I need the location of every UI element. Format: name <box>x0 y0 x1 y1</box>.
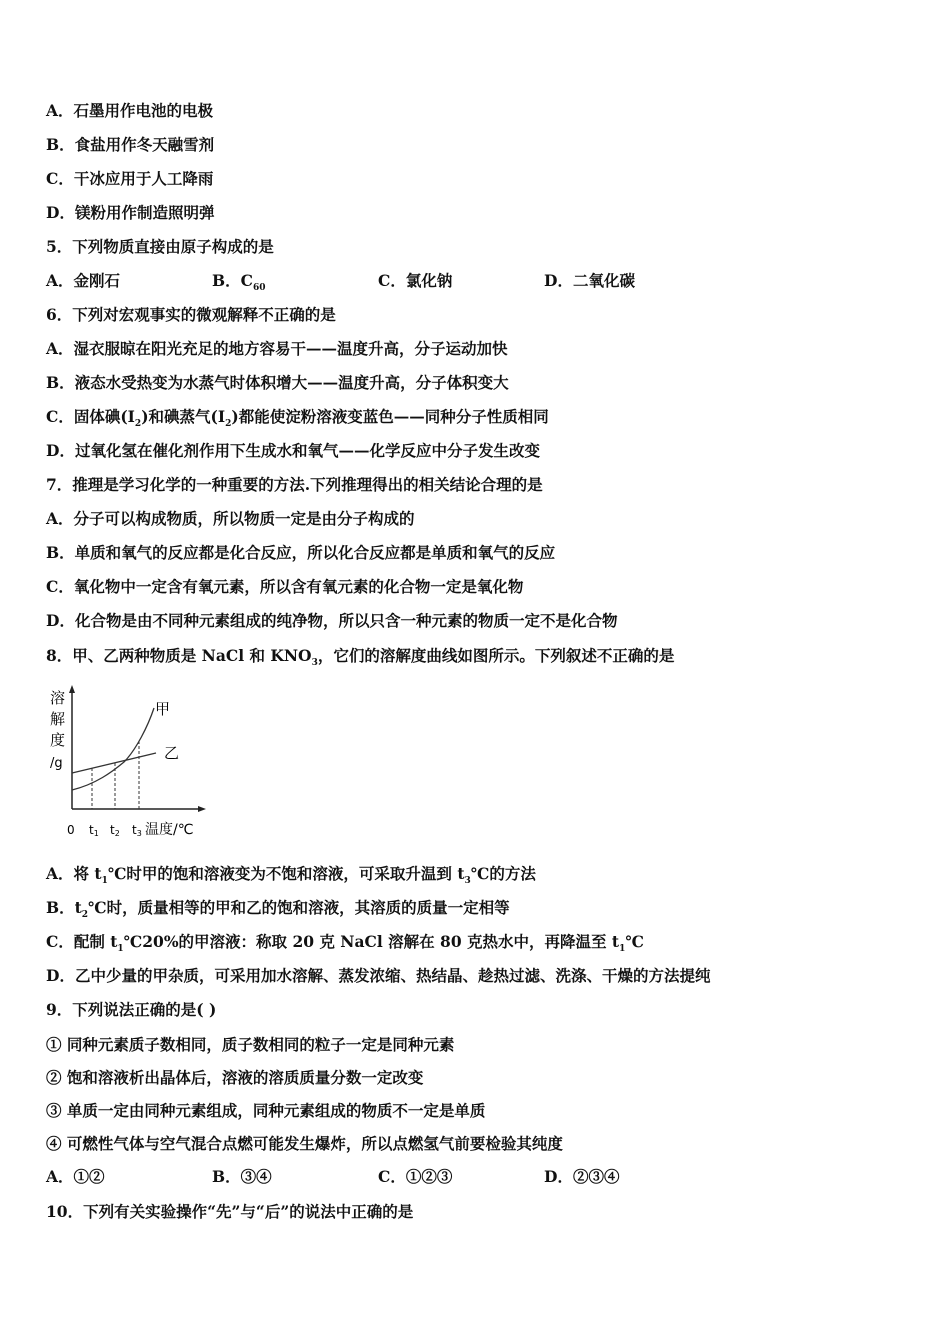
question-stem: 9．下列说法正确的是( ) <box>46 1000 217 1019</box>
question-stem: 10．下列有关实验操作“先”与“后”的说法中正确的是 <box>46 1202 414 1221</box>
y-axis-arrow-icon <box>69 685 75 693</box>
question-stem: 7．推理是学习化学的一种重要的方法.下列推理得出的相关结论合理的是 <box>46 475 543 494</box>
option-line: A．将 $t_1℃$时甲的饱和溶液变为不饱和溶液，可采取升温到 $t_3℃$的方法 <box>46 864 536 887</box>
curve-label-jia: 甲 <box>155 700 171 718</box>
option-line: B．$t_2℃$时，质量相等的甲和乙的饱和溶液，其溶质的质量一定相等 <box>46 898 510 921</box>
question-stem: 8．甲、乙两种物质是 NaCl 和 $KNO_3$，它们的溶解度曲线如图所示。下列叙述不正确的是 <box>46 646 675 669</box>
option-line: D．化合物是由不同种元素组成的纯净物，所以只含一种元素的物质一定不是化合物 <box>46 611 618 630</box>
question-stem: 5．下列物质直接由原子构成的是 <box>46 237 274 256</box>
curve-jia <box>72 708 154 790</box>
q9-option-c: C．①②③ <box>378 1167 453 1186</box>
q9-option-d: D．②③④ <box>544 1167 620 1186</box>
y-axis-label: 溶 <box>50 689 66 707</box>
x-axis-label: 温度/℃ <box>145 822 194 838</box>
q9-option-a: A．①② <box>46 1167 105 1186</box>
y-axis-label: 解 <box>50 710 66 728</box>
tick-t2: t2 <box>110 823 120 838</box>
solubility-graph <box>44 684 214 842</box>
q5-option-a: A．金刚石 <box>46 271 121 290</box>
x-axis-arrow-icon <box>198 806 206 812</box>
option-line: D．镁粉用作制造照明弹 <box>46 203 215 222</box>
option-line: C．氧化物中一定含有氧元素，所以含有氧元素的化合物一定是氧化物 <box>46 577 524 596</box>
statement-line: ④ 可燃性气体与空气混合点燃可能发生爆炸，所以点燃氢气前要检验其纯度 <box>46 1134 563 1153</box>
q5-option-d: D．二氧化碳 <box>544 271 635 290</box>
statement-line: ② 饱和溶液析出晶体后，溶液的溶质质量分数一定改变 <box>46 1068 424 1087</box>
tick-t3: t3 <box>132 823 142 838</box>
origin-label: 0 <box>67 823 75 837</box>
y-axis-label: /g <box>50 756 63 771</box>
q5-options <box>46 271 710 298</box>
q5-option-b: B．$C_{60}$ <box>212 271 266 294</box>
statement-line: ③ 单质一定由同种元素组成，同种元素组成的物质不一定是单质 <box>46 1101 486 1120</box>
option-line: D．乙中少量的甲杂质，可采用加水溶解、蒸发浓缩、热结晶、趁热过滤、洗涤、干燥的方法提纯 <box>46 966 711 985</box>
statement-line: ① 同种元素质子数相同，质子数相同的粒子一定是同种元素 <box>46 1035 455 1054</box>
curve-label-yi: 乙 <box>164 744 180 762</box>
option-line: B．食盐用作冬天融雪剂 <box>46 135 215 154</box>
option-line: A．石墨用作电池的电极 <box>46 101 214 120</box>
q9-option-b: B．③④ <box>212 1167 272 1186</box>
option-line: A．湿衣服晾在阳光充足的地方容易干——温度升高，分子运动加快 <box>46 339 508 358</box>
q9-options <box>46 1167 710 1187</box>
option-line: C．固体碘$(I_2)$和碘蒸气$(I_2)$都能使淀粉溶液变蓝色——同种分子性质相同 <box>46 407 549 430</box>
y-axis-label: 度 <box>50 731 66 749</box>
option-line: C．干冰应用于人工降雨 <box>46 169 214 188</box>
option-line: C．配制 $t_1℃20\%$的甲溶液：称取 20 克 NaCl 溶解在 80 克热水中，再降温至 $t_1℃$ <box>46 932 644 955</box>
q5-option-c: C．氯化钠 <box>378 271 453 290</box>
option-line: B．液态水受热变为水蒸气时体积增大——温度升高，分子体积变大 <box>46 373 509 392</box>
option-line: B．单质和氧气的反应都是化合反应，所以化合反应都是单质和氧气的反应 <box>46 543 556 562</box>
option-line: A．分子可以构成物质，所以物质一定是由分子构成的 <box>46 509 415 528</box>
question-stem: 6．下列对宏观事实的微观解释不正确的是 <box>46 305 336 324</box>
option-line: D．过氧化氢在催化剂作用下生成水和氧气——化学反应中分子发生改变 <box>46 441 540 460</box>
tick-t1: t1 <box>89 823 99 838</box>
